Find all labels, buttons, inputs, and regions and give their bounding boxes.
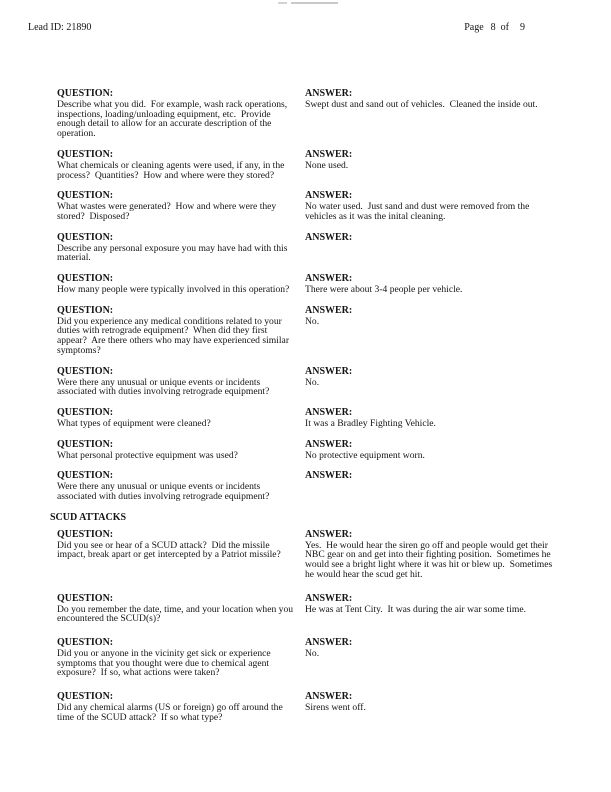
question-cell: [57, 593, 297, 624]
scan-artifact-line: [291, 2, 338, 4]
answer-cell: [305, 529, 555, 580]
question-cell: [57, 366, 297, 397]
question-label: QUESTION:: [57, 470, 114, 482]
answer-label: ANSWER:: [305, 304, 353, 316]
question-text: Did you or anyone in the vicinity get sick or experience symptoms that you thought were due to chemical agent exposure? If so, what actions were taken?: [57, 647, 274, 679]
question-label: QUESTION:: [57, 231, 114, 243]
question-label: QUESTION:: [57, 148, 114, 160]
qa-section: [50, 511, 555, 723]
question-label: QUESTION:: [57, 438, 114, 450]
question-label: QUESTION:: [57, 365, 114, 377]
lead-id-label: Lead ID: 21890: [28, 22, 92, 33]
qa-row: [57, 273, 555, 295]
answer-text: None used.: [305, 159, 349, 171]
of-label: of: [500, 22, 509, 33]
answer-text: No water used. Just sand and dust were removed from the vehicles as it was the inital cleaning.: [305, 201, 532, 222]
question-label: QUESTION:: [57, 304, 114, 316]
question-text: What wastes were generated? How and where were they stored? Disposed?: [57, 201, 279, 222]
question-text: What types of equipment were cleaned?: [57, 417, 211, 429]
question-label: QUESTION:: [57, 636, 114, 648]
page-label: Page: [464, 22, 484, 33]
question-cell: [57, 439, 297, 461]
qa-row: [57, 593, 555, 624]
question-text: Do you remember the date, time, and your location when you encountered the SCUD(s)?: [57, 603, 296, 625]
answer-text: He was at Tent City. It was during the air war some time.: [305, 603, 526, 615]
section-title: SCUD ATTACKS: [50, 511, 127, 523]
answer-label: ANSWER:: [305, 88, 353, 99]
answer-label: ANSWER:: [305, 636, 353, 648]
answer-cell: [305, 637, 555, 678]
answer-label: ANSWER:: [305, 528, 353, 540]
answer-cell: [305, 190, 555, 221]
qa-row: [57, 232, 555, 263]
answer-cell: [305, 273, 555, 295]
question-text: Describe what you did. For example, wash rack operations, inspections, loading/unloading equipment, etc. Provide enough detail to allow for an accurate description of the operation.: [57, 99, 290, 140]
answer-text: No.: [305, 376, 320, 388]
qa-row: [57, 439, 555, 461]
question-text: What chemicals or cleaning agents were used, if any, in the process? Quantities? How and where were they stored?: [57, 159, 287, 181]
question-label: QUESTION:: [57, 406, 114, 418]
qa-content: [50, 88, 555, 736]
answer-cell: [305, 407, 555, 429]
question-text: How many people were typically involved in this operation?: [57, 284, 290, 296]
answer-text: No.: [305, 647, 320, 659]
answer-cell: [305, 691, 555, 722]
qa-row: [57, 407, 555, 429]
answer-text: There were about 3-4 people per vehicle.: [305, 284, 463, 296]
page-indicator: [464, 22, 525, 33]
answer-cell: [305, 439, 555, 461]
answer-text: Yes. He would hear the siren go off and people would get their NBC gear on and get into their fighting position. Sometimes he would see a bright light where it was hit or blew up. Sometimes he would hear the scud get hit.: [305, 539, 555, 580]
answer-label: ANSWER:: [305, 365, 353, 377]
qa-row: [57, 637, 555, 678]
answer-label: ANSWER:: [305, 592, 353, 604]
question-cell: [57, 691, 297, 722]
answer-text: No.: [305, 315, 320, 327]
qa-row: [57, 366, 555, 397]
question-text: Did you experience any medical conditions related to your duties with retrograde equipment? When did they first appear? Are there others who may have experienced similar symptoms?: [57, 315, 292, 356]
answer-cell: [305, 593, 555, 624]
qa-row: [57, 470, 555, 501]
answer-label: ANSWER:: [305, 273, 353, 285]
qa-row: [57, 305, 555, 356]
answer-cell: [305, 470, 555, 501]
question-label: QUESTION:: [57, 190, 114, 202]
answer-text: No protective equipment worn.: [305, 449, 425, 461]
question-cell: [57, 470, 297, 501]
question-label: QUESTION:: [57, 691, 114, 703]
answer-text: It was a Bradley Fighting Vehicle.: [305, 417, 436, 429]
answer-label: ANSWER:: [305, 470, 353, 482]
qa-row: [57, 149, 555, 180]
page-header: [28, 22, 525, 33]
qa-row: [57, 529, 555, 580]
answer-label: ANSWER:: [305, 148, 353, 160]
qa-row: [57, 691, 555, 722]
answer-label: ANSWER:: [305, 231, 353, 243]
question-label: QUESTION:: [57, 273, 114, 285]
question-cell: [57, 529, 297, 580]
answer-cell: [305, 149, 555, 180]
answer-label: ANSWER:: [305, 406, 353, 418]
answer-cell: [305, 232, 555, 263]
qa-row: [57, 190, 555, 221]
qa-section: [57, 88, 555, 502]
question-text: Were there any unusual or unique events or incidents associated with duties involving retrograde equipment?: [57, 481, 270, 503]
question-text: Were there any unusual or unique events or incidents associated with duties involving retrograde equipment?: [57, 376, 270, 398]
question-label: QUESTION:: [57, 592, 114, 604]
question-cell: [57, 273, 297, 295]
answer-label: ANSWER:: [305, 691, 353, 703]
question-cell: [57, 190, 297, 221]
total-pages: 9: [520, 22, 525, 33]
question-cell: [57, 88, 297, 139]
question-text: What personal protective equipment was used?: [57, 449, 238, 461]
qa-row: [57, 88, 555, 139]
question-text: Did any chemical alarms (US or foreign) go off around the time of the SCUD attack? If so what type?: [57, 702, 286, 723]
question-text: Did you see or hear of a SCUD attack? Did the missile impact, break apart or get intercepted by a Patriot missile?: [57, 539, 281, 561]
question-cell: [57, 305, 297, 356]
question-text: Describe any personal exposure you may have had with this material.: [57, 242, 290, 264]
answer-label: ANSWER:: [305, 190, 353, 202]
question-cell: [57, 407, 297, 429]
question-cell: [57, 232, 297, 263]
answer-text: Sirens went off.: [305, 702, 366, 714]
answer-text: Swept dust and sand out of vehicles. Cleaned the inside out.: [305, 99, 538, 110]
question-cell: [57, 637, 297, 678]
answer-cell: [305, 366, 555, 397]
answer-label: ANSWER:: [305, 438, 353, 450]
page-number: 8: [490, 22, 496, 33]
question-cell: [57, 149, 297, 180]
question-label: QUESTION:: [57, 528, 114, 540]
answer-cell: [305, 305, 555, 356]
question-label: QUESTION:: [57, 88, 114, 99]
answer-cell: [305, 88, 555, 139]
